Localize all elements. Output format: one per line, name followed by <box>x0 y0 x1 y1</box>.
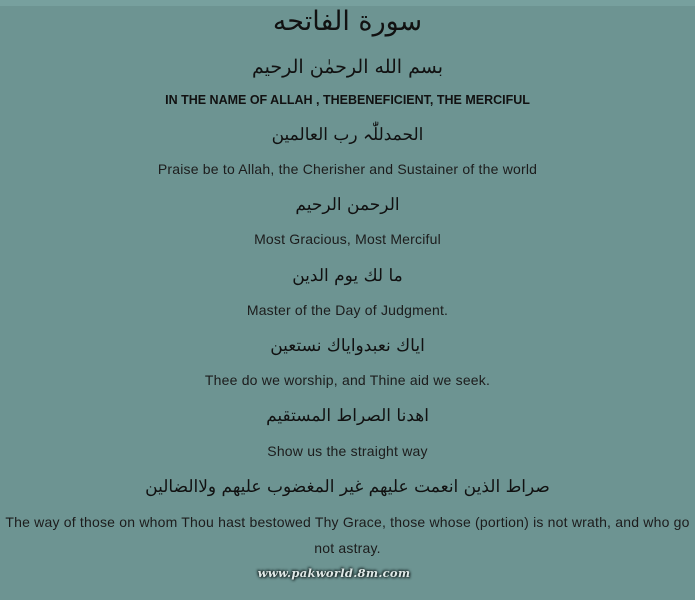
verse-3-translation: Master of the Day of Judgment. <box>246 302 449 318</box>
verse-2-arabic: الرحمن الرحیم <box>295 195 400 215</box>
verse-5-translation: Show us the straight way <box>267 443 428 459</box>
verse-4-translation: Thee do we worship, and Thine aid we seek. <box>204 372 491 388</box>
bismillah: بسم الله الرحمٰن الرحيم <box>252 56 443 78</box>
verse-5-arabic: اهدنا الصراط المستقيم <box>266 406 429 426</box>
verse-6-translation: The way of those on whom Thou hast bestowed Thy Grace, those whose (portion) is not wrath, and who go not astray. <box>5 514 690 556</box>
verse-6-arabic: صراط الذين انعمت عليهم غير المغضوب عليهم ولاالضالين <box>145 477 550 497</box>
verse-2-translation: Most Gracious, Most Merciful <box>254 231 441 247</box>
surah-title: سورة الفاتحه <box>272 6 423 37</box>
verse-1-translation: Praise be to Allah, the Cherisher and Sustainer of the world <box>157 161 538 177</box>
site-watermark: www.pakworld.8m.com <box>257 566 411 580</box>
bismillah-translation: IN THE NAME OF ALLAH , THEBENEFICIENT, THE MERCIFUL <box>165 93 530 107</box>
verse-4-arabic: اياك نعبدواياك نستعين <box>270 336 425 356</box>
verse-3-arabic: ما لك يوم الدين <box>292 266 403 286</box>
verse-1-arabic: الحمدللّٰہ رب العالمین <box>271 125 424 145</box>
